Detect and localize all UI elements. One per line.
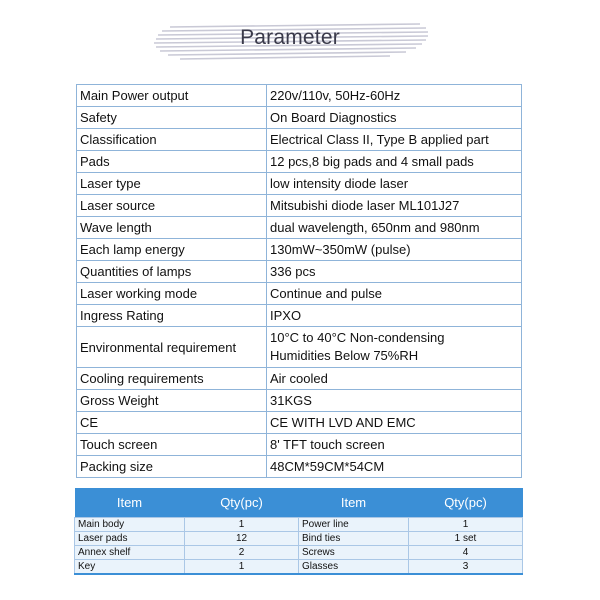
column-header: Item [75,488,185,518]
param-key: Classification [77,129,267,151]
table-row [77,456,522,478]
param-key: Touch screen [77,434,267,456]
table-row [77,107,522,129]
package-table [74,488,523,575]
table-row [75,532,523,546]
item-qty: 12 [185,532,299,546]
column-header: Item [299,488,409,518]
table-row [77,412,522,434]
item-qty: 4 [409,546,523,560]
param-key: Wave length [77,217,267,239]
table-row [77,305,522,327]
item-qty: 1 set [409,532,523,546]
param-value: Continue and pulse [267,283,522,305]
param-value: low intensity diode laser [267,173,522,195]
item-name: Glasses [299,560,409,575]
table-row [77,173,522,195]
param-value: 130mW~350mW (pulse) [267,239,522,261]
table-row [77,151,522,173]
item-name: Key [75,560,185,575]
table-row [75,560,523,575]
param-value: On Board Diagnostics [267,107,522,129]
item-name: Power line [299,518,409,532]
param-value: 220v/110v, 50Hz-60Hz [267,85,522,107]
param-value: 31KGS [267,390,522,412]
param-value: 12 pcs,8 big pads and 4 small pads [267,151,522,173]
param-key: Cooling requirements [77,368,267,390]
item-name: Main body [75,518,185,532]
table-row [77,327,522,368]
package-header-row [75,488,523,518]
param-key: Safety [77,107,267,129]
item-name: Bind ties [299,532,409,546]
param-value: Electrical Class II, Type B applied part [267,129,522,151]
table-row [77,283,522,305]
item-qty: 1 [185,518,299,532]
param-value [267,327,522,368]
param-key: Laser type [77,173,267,195]
param-key: CE [77,412,267,434]
param-value-line: 10°C to 40°C Non-condensing [270,330,445,345]
table-row [77,434,522,456]
item-qty: 2 [185,546,299,560]
column-header: Qty(pc) [409,488,523,518]
param-value: 48CM*59CM*54CM [267,456,522,478]
table-row [75,518,523,532]
param-value: CE WITH LVD AND EMC [267,412,522,434]
param-key: Laser source [77,195,267,217]
item-qty: 3 [409,560,523,575]
param-value: 8' TFT touch screen [267,434,522,456]
item-name: Laser pads [75,532,185,546]
table-row [77,129,522,151]
item-name: Annex shelf [75,546,185,560]
param-value: Mitsubishi diode laser ML101J27 [267,195,522,217]
param-value: Air cooled [267,368,522,390]
parameter-table [76,84,522,478]
table-row [77,217,522,239]
param-key: Quantities of lamps [77,261,267,283]
param-key: Main Power output [77,85,267,107]
parameter-banner [150,22,430,60]
page-title: Parameter [240,26,340,49]
column-header: Qty(pc) [185,488,299,518]
table-row [77,85,522,107]
param-key: Ingress Rating [77,305,267,327]
param-key: Laser working mode [77,283,267,305]
table-row [77,239,522,261]
param-key: Packing size [77,456,267,478]
param-key: Each lamp energy [77,239,267,261]
param-value: dual wavelength, 650nm and 980nm [267,217,522,239]
table-row [77,261,522,283]
item-qty: 1 [185,560,299,575]
table-row [77,390,522,412]
param-value: IPXO [267,305,522,327]
param-value-line: Humidities Below 75%RH [270,348,419,363]
param-key: Pads [77,151,267,173]
item-qty: 1 [409,518,523,532]
table-row [77,368,522,390]
param-key: Environmental requirement [77,327,267,368]
table-row [77,195,522,217]
table-row [75,546,523,560]
param-key: Gross Weight [77,390,267,412]
param-value: 336 pcs [267,261,522,283]
item-name: Screws [299,546,409,560]
